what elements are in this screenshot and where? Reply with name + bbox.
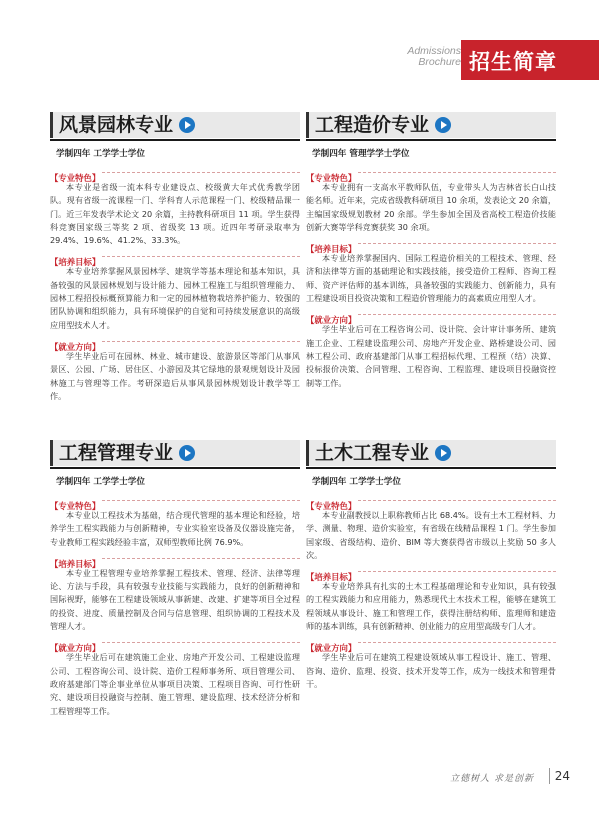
section-header (50, 250, 300, 268)
brand-en-line1: Admissions (407, 45, 461, 57)
section-text-features: 本专业拥有一支高水平教师队伍，专业带头人为吉林省长白山技能名师。近年来，完成省级教科研项目 10 余项，发表论文 20 余篇，主编国家级规划教材 20 余部。学生参加全国及省高校工程造价技能创新大赛等学科竞赛获奖 30 余项。 (306, 182, 556, 232)
major-title: 风景园林专业 (59, 114, 174, 136)
section-head-career: 【就业方向】 (306, 315, 357, 326)
section-head-career: 【就业方向】 (306, 643, 357, 654)
section-text-goals: 本专业培养具有扎实的土木工程基础理论和专业知识，具有较强的工程实践能力和应用能力，熟悉现代土木技术工程，能够在建筑工程领域从事设计、施工和管理工作，获得注册结构师、监理师和建造师的基本训练，具有创新精神、创业能力的应用型高级专门人才。 (306, 581, 556, 632)
section-text-features: 本专业是省级一流本科专业建设点、校级黄大年式优秀教学团队。现有省级一流课程一门、学科育人示范课程一门、校级精品课一门。近三年发表学术论文 20 余篇，主持教科研项目 11 项。学生获得科竞赛国家级三等奖 2 项、省级奖 13 项。近四年考研录取率为 29.4%、19.6%、41.2%、33.3%。 (50, 182, 300, 246)
section-head-features: 【专业特色】 (306, 173, 357, 183)
play-arrow-icon (179, 117, 195, 133)
section-header (306, 166, 556, 183)
section-header (50, 166, 300, 183)
brand-chinese-title: 招生简章 (469, 50, 557, 74)
section-text-career: 学生毕业后可在建筑工程建设领域从事工程设计、施工、管理、咨询、造价、监理、投资、技术开发等工作，成为一线技术和管理骨干。 (306, 652, 556, 689)
section-head-features: 【专业特色】 (50, 173, 101, 183)
section-header (306, 565, 556, 583)
major-title-bar (50, 440, 300, 466)
major-degree: 学制四年 管理学学士学位 (312, 149, 410, 159)
section-head-goals: 【培养目标】 (50, 558, 101, 569)
section-text-career: 学生毕业后可在园林、林业、城市建设、旅游景区等部门从事风景区、公园、广场、居住区、小游园及其它绿地的景观规划设计及园林施工与管理等工作。考研深造后从事风景园林规划设计教学等工作。 (50, 350, 300, 401)
page-footer (430, 768, 570, 786)
section-head-features: 【专业特色】 (306, 501, 357, 511)
section-header (50, 335, 300, 352)
section-head-goals: 【培养目标】 (306, 244, 357, 255)
brand-en-line2: Brochure (418, 56, 461, 68)
section-text-goals: 本专业培养掌握国内、国际工程造价相关的工程技术、管理、经济和法律等方面的基础理论和实践技能，接受造价工程师、咨询工程师、资产评估师的基本训练，具备较强的实践能力、创新能力，具有工程建设项目投资决策和工程造价管理能力的高素质应用型人才。 (306, 253, 556, 304)
section-text-features: 本专业副教授以上职称教师占比 68.4%。设有土木工程材料、力学、测量、物理、造价实验室，有省级在线精品课程 1 门。学生参加国家级、省级结构、造价、BIM 等大赛获得省市级以上奖励 50 多人次。 (306, 510, 556, 560)
section-text-career: 学生毕业后可在工程咨询公司、设计院、会计审计事务所、建筑施工企业、工程建设监理公司、房地产开发企业、路桥建设公司、园林工程公司、政府基建部门从事工程招标代理、工程预（结）决算、投标报价决策、合同管理、工程咨询、工程监理、建设项目投融资控制等工作。 (306, 324, 556, 388)
title-underline (306, 139, 556, 141)
section-text-goals: 本专业工程管理专业培养掌握工程技术、管理、经济、法律等理论、方法与手段，具有较强专业技能与实践能力，良好的创新精神和国际视野，能够在工程建设领域从事新建、改建、扩建等项目全过程的投资、进度、质量控制及合同与信息管理、组织协调的工程技术及管理人才。 (50, 567, 300, 632)
major-block-engineering-mgmt (50, 440, 300, 721)
major-title: 工程造价专业 (315, 114, 430, 136)
title-underline (50, 467, 300, 469)
major-degree: 学制四年 工学学士学位 (312, 477, 401, 487)
section-text-career: 学生毕业后可在建筑施工企业、房地产开发公司、工程建设监理公司、工程咨询公司、设计院、造价工程师事务所、项目管理公司、政府基建部门等企事业单位从事项目决策、工程项目咨询、可行性研究、建设项目投融资与控制、施工管理、建设监理、技术经济分析和工程管理等工作。 (50, 652, 300, 716)
brand-english (407, 46, 461, 68)
section-text-features: 本专业以工程技术为基础，结合现代管理的基本理论和经验，培养学生工程实践能力与创新精神，专业实验室设备及仪器设施完备，专业教师工程实践经验丰富，双师型教师比例 76.9%。 (50, 510, 300, 547)
major-title-bar (50, 112, 300, 138)
section-header (306, 308, 556, 326)
section-header (50, 552, 300, 569)
major-title-bar (306, 440, 556, 466)
section-text-goals: 本专业培养掌握风景园林学、建筑学等基本理论和基本知识，具备较强的风景园林规划与设计能力、园林工程施工与组织管理能力、园林工程招投标概预算能力和一定的园林植物栽培养护能力、较强的团队协调和组织能力，具有环境保护的自觉和可持续发展意识的高级应用型技术人才。 (50, 266, 300, 330)
play-arrow-icon (435, 117, 451, 133)
title-underline (306, 467, 556, 469)
section-head-career: 【就业方向】 (50, 341, 101, 352)
major-title-bar (306, 112, 556, 138)
page-number: 24 (549, 768, 570, 784)
section-head-goals: 【培养目标】 (50, 257, 101, 268)
play-arrow-icon (435, 445, 451, 461)
major-block-landscape (50, 112, 300, 406)
section-header (306, 494, 556, 511)
page-header (0, 36, 599, 80)
section-header (306, 636, 556, 654)
section-header (50, 494, 300, 511)
major-title: 工程管理专业 (59, 442, 174, 464)
section-head-goals: 【培养目标】 (306, 572, 357, 583)
section-header (306, 237, 556, 255)
section-head-career: 【就业方向】 (50, 643, 101, 654)
title-underline (50, 139, 300, 141)
footer-slogan: 立德树人 求是创新 (450, 774, 534, 784)
major-block-cost (306, 112, 556, 393)
major-degree: 学制四年 工学学士学位 (56, 477, 145, 487)
major-title: 土木工程专业 (315, 442, 430, 464)
brand-banner (461, 40, 599, 80)
play-arrow-icon (179, 445, 195, 461)
section-header (50, 636, 300, 654)
major-block-civil (306, 440, 556, 694)
section-head-features: 【专业特色】 (50, 501, 101, 511)
major-degree: 学制四年 工学学士学位 (56, 149, 145, 159)
